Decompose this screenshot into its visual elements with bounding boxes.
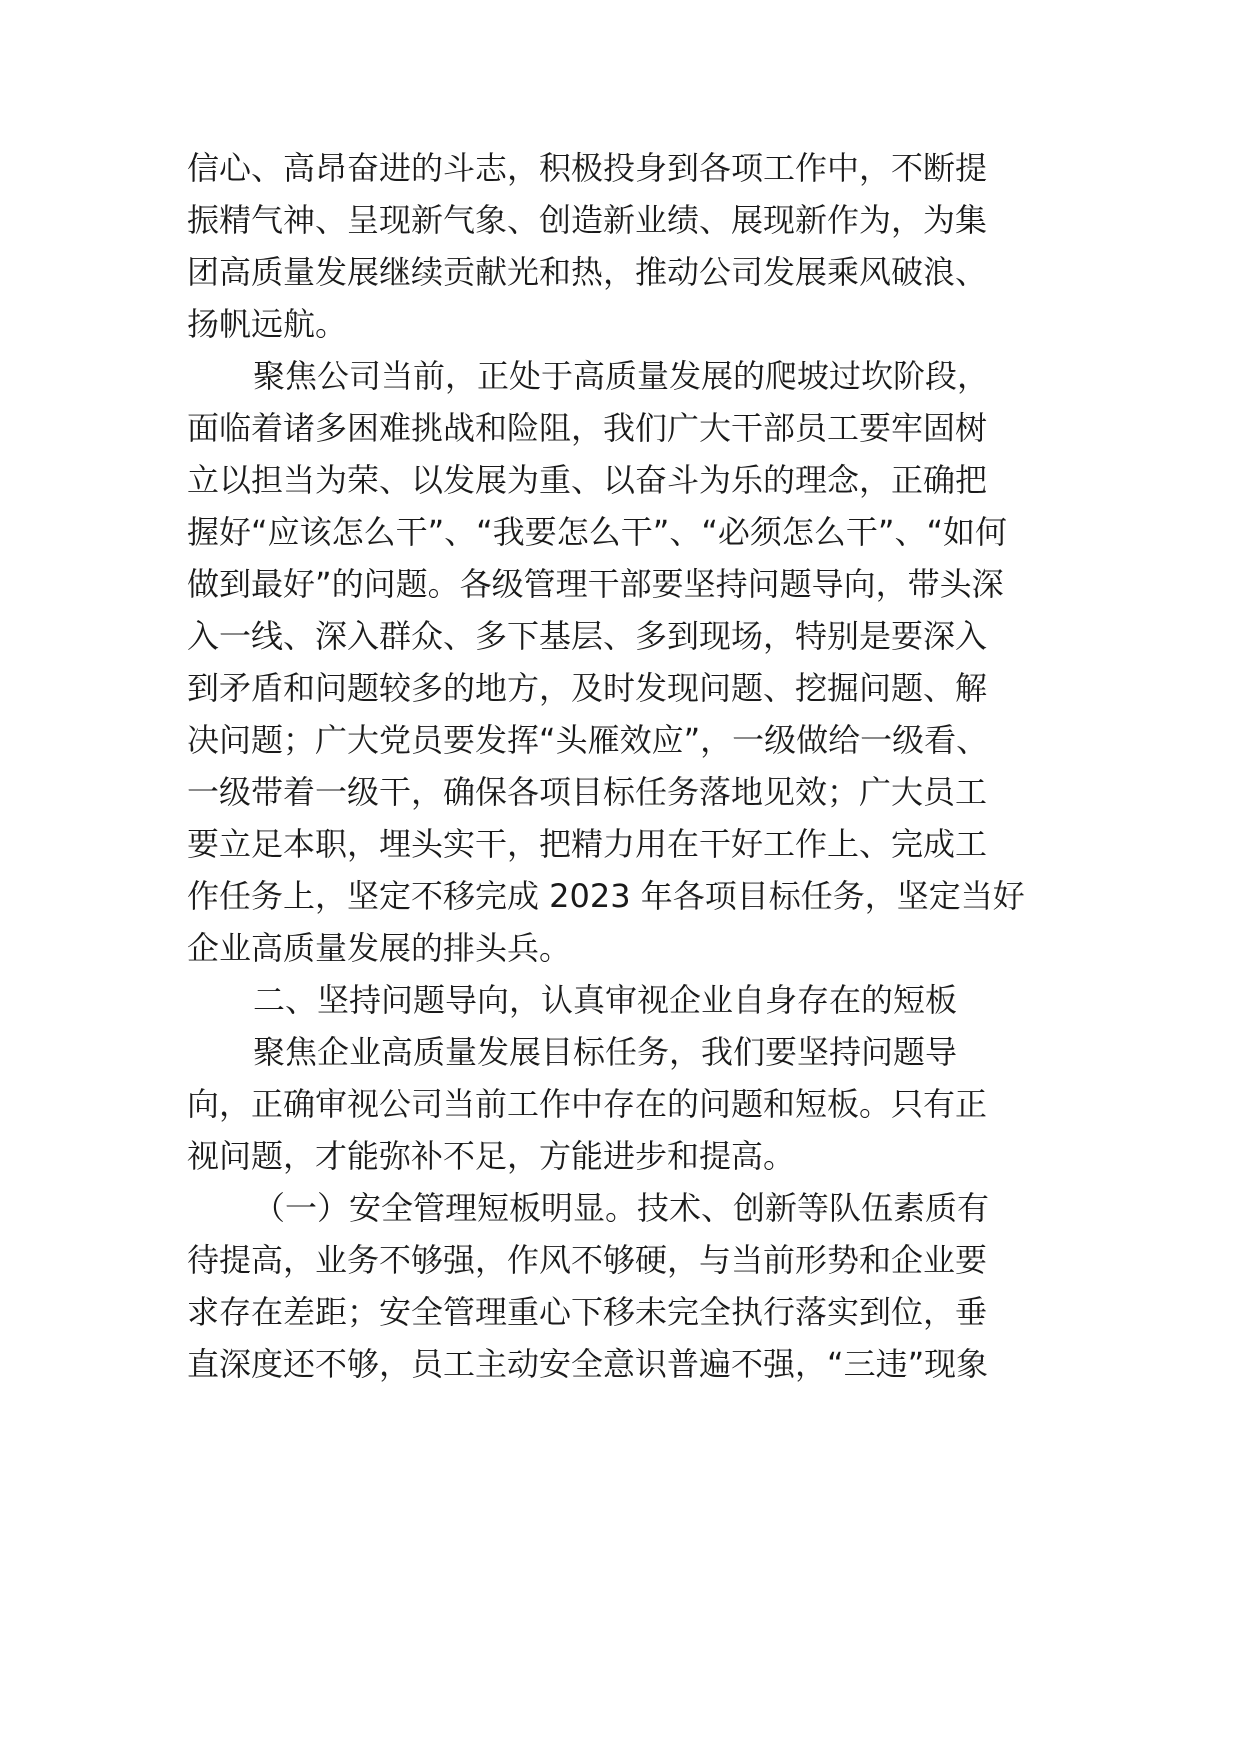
text-line: 要立足本职，埋头实干，把精力用在干好工作上、完成工: [187, 825, 988, 863]
text-line: 到矛盾和问题较多的地方，及时发现问题、挖掘问题、解: [187, 669, 988, 707]
text-line: 待提高，业务不够强，作风不够硬，与当前形势和企业要: [187, 1241, 988, 1279]
text-line: 直深度还不够，员工主动安全意识普遍不强，“三违”现象: [187, 1345, 989, 1383]
text-line: 立以担当为荣、以发展为重、以奋斗为乐的理念，正确把: [187, 461, 988, 499]
text-line: 向，正确审视公司当前工作中存在的问题和短板。只有正: [187, 1085, 988, 1123]
paragraph-first-line: 聚焦企业高质量发展目标任务，我们要坚持问题导: [253, 1033, 958, 1071]
text-line: 入一线、深入群众、多下基层、多到现场，特别是要深入: [187, 617, 988, 655]
text-line: 企业高质量发展的排头兵。: [187, 929, 572, 967]
text-line: 求存在差距；安全管理重心下移未完全执行落实到位，垂: [187, 1293, 988, 1331]
text-line: 视问题，才能弥补不足，方能进步和提高。: [187, 1137, 796, 1175]
text-line: 扬帆远航。: [187, 305, 348, 343]
text-line: 握好“应该怎么干”、“我要怎么干”、“必须怎么干”、“如何: [187, 513, 1008, 551]
text-line: 一级带着一级干，确保各项目标任务落地见效；广大员工: [187, 773, 988, 811]
section-heading: 二、坚持问题导向，认真审视企业自身存在的短板: [253, 981, 958, 1019]
paragraph-first-line: 聚焦公司当前，正处于高质量发展的爬坡过坎阶段，: [253, 357, 990, 395]
text-line: 信心、高昂奋进的斗志，积极投身到各项工作中，不断提: [187, 149, 988, 187]
text-line: 决问题；广大党员要发挥“头雁效应”，一级做给一级看、: [187, 721, 989, 759]
paragraph-first-line: （一）安全管理短板明显。技术、创新等队伍素质有: [253, 1189, 990, 1227]
text-line: 振精气神、呈现新气象、创造新业绩、展现新作为，为集: [187, 201, 988, 239]
text-line: 做到最好”的问题。各级管理干部要坚持问题导向，带头深: [187, 565, 1004, 603]
text-line: 团高质量发展继续贡献光和热，推动公司发展乘风破浪、: [187, 253, 988, 291]
text-line: 面临着诸多困难挑战和险阻，我们广大干部员工要牢固树: [187, 409, 988, 447]
text-line: 作任务上，坚定不移完成 2023 年各项目标任务，坚定当好: [187, 877, 1025, 915]
